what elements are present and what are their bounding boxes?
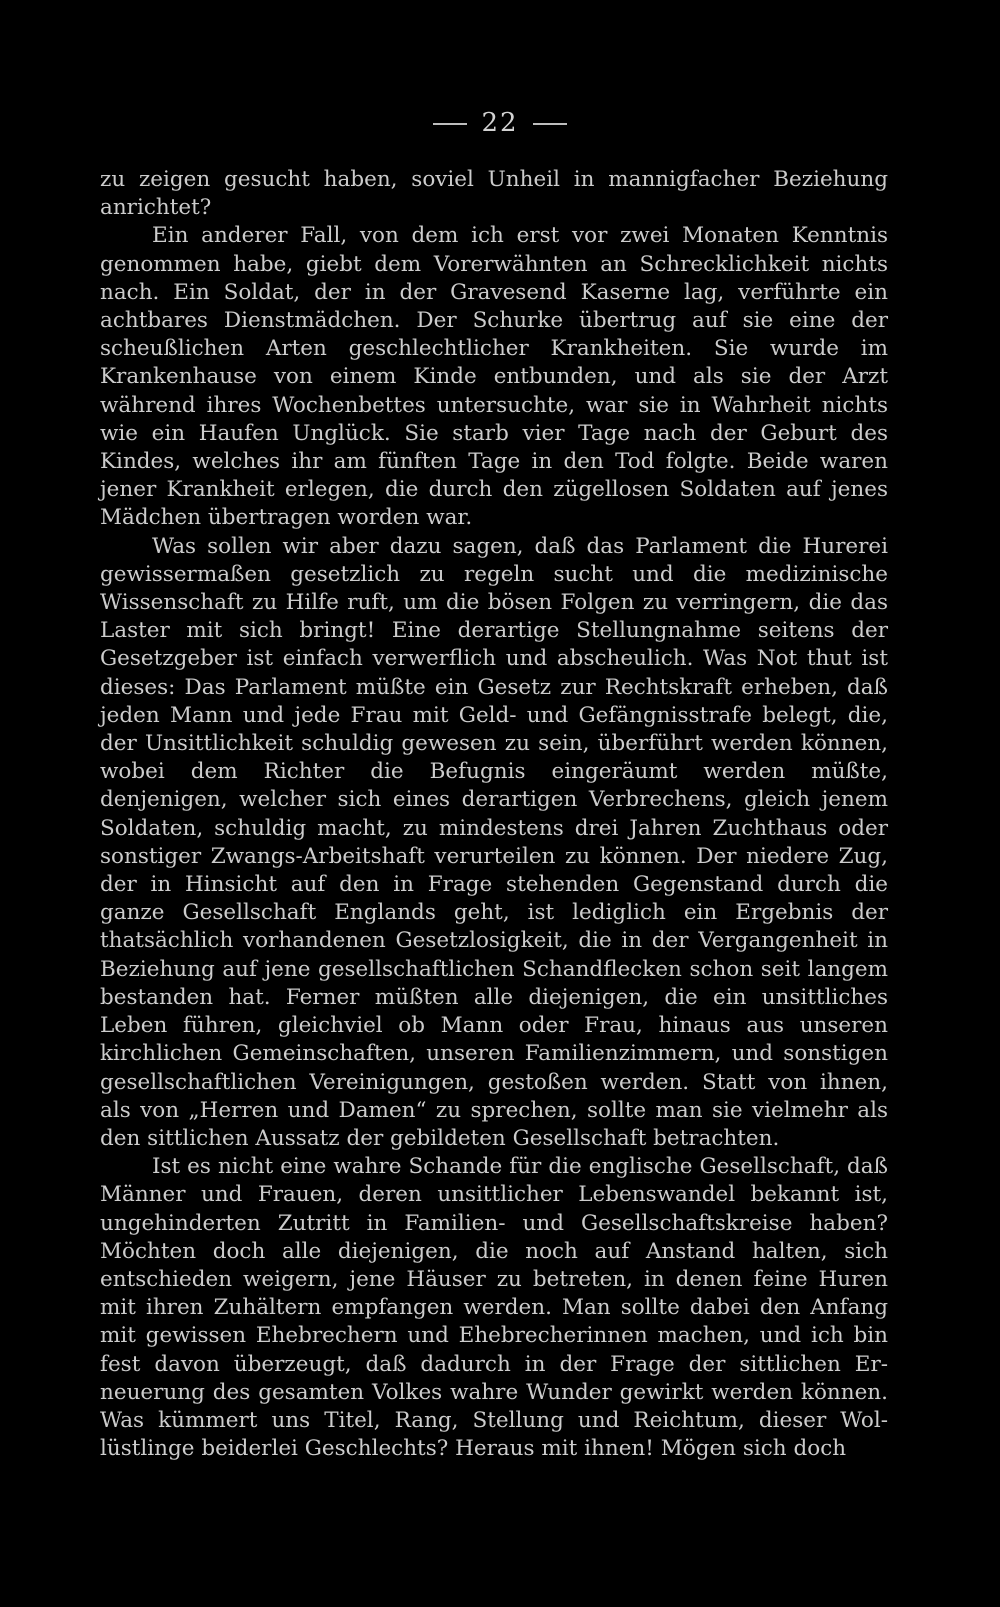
page-number-dash-right [533,123,567,125]
page-number [0,108,1000,138]
page-number-dash-left [433,123,467,125]
paragraph-parliament: Was sollen wir aber dazu sagen, daß das Parlament die Hurerei gewissermaßen gesetzlich zu regeln sucht und die medizinische Wissenschaft zu Hilfe ruft, um die bösen Folgen zu verringern, die das Laster mit sich bringt! Eine derartige Stellungnahme seitens der Gesetzgeber ist einfach verwerflich und abscheulich. Was Not thut ist dieses: Das Parlament müßte ein Gesetz zur Rechtskraft erheben, daß jeden Mann und jede Frau mit Geld- und Gefängnisstrafe belegt, die, der Unsittlichkeit schuldig gewesen zu sein, überführt werden können, wobei dem Richter die Befugnis eingeräumt werden müßte, denjenigen, welcher sich eines derartigen Verbrechens, gleich jenem Soldaten, schuldig macht, zu mindestens drei Jahren Zuchthaus oder sonstiger Zwangs-Arbeitshaft verurteilen zu können. Der niedere Zug, der in Hinsicht auf den in Frage stehenden Gegenstand durch die ganze Gesellschaft Englands geht, ist lediglich ein Ergebnis der thatsächlich vorhandenen Gesetzlosigkeit, die in der Vergangenheit in Beziehung auf jene gesellschaftlichen Schandflecken schon seit langem bestanden hat. Ferner müßten alle diejenigen, die ein unsittliches Leben führen, gleichviel ob Mann oder Frau, hinaus aus unseren kirchlichen Gemeinschaften, unseren Familienzimmern, und sonstigen gesellschaftlichen Vereinigungen, gestoßen werden. Statt von ihnen, als von „Herren und Damen“ zu sprechen, sollte man sie vielmehr als den sittlichen Aussatz der gebildeten Gesellschaft betrachten. [100,533,888,1151]
paragraph-soldier-case: Ein anderer Fall, von dem ich erst vor zwei Monaten Kenntnis genommen habe, giebt dem Vorerwähnten an Schrecklichkeit nichts nach. Ein Soldat, der in der Gravesend Kaserne lag, verführte ein achtbares Dienstmädchen. Der Schurke übertrug auf sie eine der scheußlichen Arten geschlechtlicher Krankheiten. Sie wurde im Krankenhause von einem Kinde entbunden, und als sie der Arzt während ihres Wochenbettes untersuchte, war sie in Wahrheit nichts wie ein Haufen Unglück. Sie starb vier Tage nach der Geburt des Kindes, welches ihr am fünften Tage in den Tod folgte. Beide waren jener Krankheit erlegen, die durch den zügellosen Soldaten auf jenes Mädchen übertragen worden war. [100,223,888,531]
page-number-value: 22 [481,108,519,138]
paragraph-continuation: zu zeigen gesucht haben, soviel Unheil in mannigfacher Beziehung anrichtet? [100,167,888,221]
paragraph-society-shame: Ist es nicht eine wahre Schande für die englische Gesellschaft, daß Männer und Frauen, deren unsittlicher Lebenswandel bekannt ist, ungehinderten Zutritt in Familien- und Gesellschaftskreise haben? Möchten doch alle diejenigen, die noch auf Anstand halten, sich entschieden weigern, jene Häuser zu betreten, in denen feine Huren mit ihren Zuhältern empfangen werden. Man sollte dabei den Anfang mit gewissen Ehebrechern und Ehebrecherinnen machen, und ich bin fest davon überzeugt, daß dadurch in der Frage der sittlichen Erneuerung des gesamten Volkes wahre Wunder gewirkt werden können. Was kümmert uns Titel, Rang, Stellung und Reichtum, dieser Wollüstlinge beiderlei Geschlechts? Heraus mit ihnen! Mögen sich doch [100,1154,888,1462]
body-text [100,166,888,1463]
